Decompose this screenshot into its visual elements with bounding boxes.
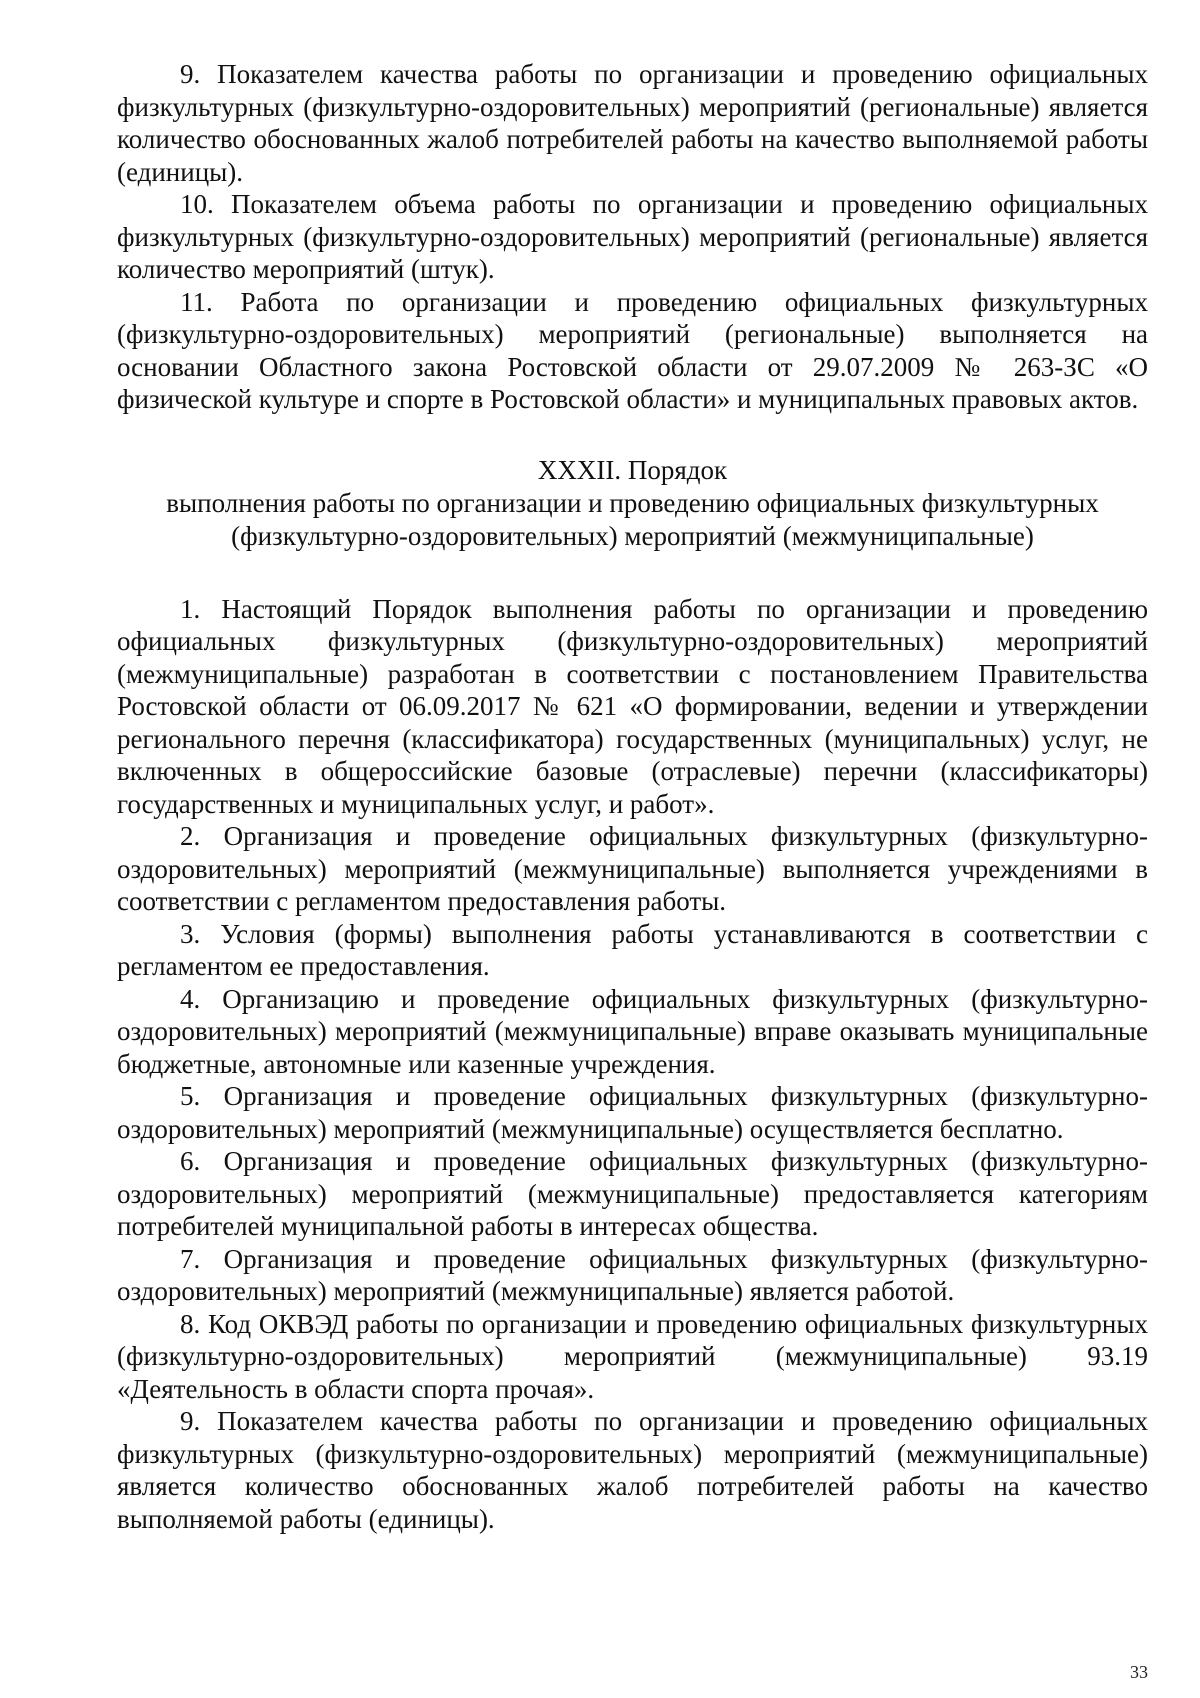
paragraph-3: 3. Условия (формы) выполнения работы устанавливаются в соответствии с регламентом ее предоставления. [117,918,1148,981]
paragraph-4: 4. Организацию и проведение официальных физкультурных (физкультурно-оздоровительных) мероприятий (межмуниципальные) вправе оказывать муниципальные бюджетные, автономные или казенные учреждения. [117,983,1148,1079]
paragraph-6: 6. Организация и проведение официальных физкультурных (физкультурно-оздоровительных) мероприятий (межмуниципальные) предоставляется категориям потребителей муниципальной работы в интересах общества. [117,1146,1148,1241]
paragraph-8: 8. Код ОКВЭД работы по организации и проведению официальных физкультурных (физкультурно-оздоровительных) мероприятий (межмуниципальные) 93.19 «Деятельность в области спорта прочая». [117,1308,1148,1404]
document-page [117,58,1148,1535]
page-number: 33 [1130,1662,1148,1682]
paragraph-10-regional: 10. Показателем объема работы по организации и проведению официальных физкультурных (физкультурно-оздоровительных) мероприятий (региональные) является количество мероприятий (штук). [117,189,1148,284]
section-body [117,593,1148,1536]
paragraph-2: 2. Организация и проведение официальных физкультурных (физкультурно-оздоровительных) мероприятий (межмуниципальные) выполняется учреждениями в соответствии с регламентом предоставления работы. [117,821,1148,916]
paragraph-9-regional: 9. Показателем качества работы по организации и проведению официальных физкультурных (физкультурно-оздоровительных) мероприятий (региональные) является количество обоснованных жалоб потребителей работы на качество выполняемой работы (единицы). [117,59,1148,187]
section-heading-subtitle-line-2: (физкультурно-оздоровительных) мероприятий (межмуниципальные) [231,520,1034,551]
section-heading-title: XXXII. Порядок [537,454,728,485]
paragraph-5: 5. Организация и проведение официальных физкультурных (физкультурно-оздоровительных) мероприятий (межмуниципальные) осуществляется бесплатно. [117,1081,1148,1144]
paragraph-7: 7. Организация и проведение официальных физкультурных (физкультурно-оздоровительных) мероприятий (межмуниципальные) является работой. [117,1243,1148,1306]
paragraph-1: 1. Настоящий Порядок выполнения работы по организации и проведению официальных физкультурных (физкультурно-оздоровительных) мероприятий (межмуниципальные) разработан в соответствии с постановлением Правительства Ростовской области от 06.09.2017 № 621 «О формировании, ведении и утверждении регионального перечня (классификатора) государственных (муниципальных) услуг, не включенных в общероссийские базовые (отраслевые) перечни (классификаторы) государственных и муниципальных услуг, и работ». [117,593,1148,819]
section-heading-subtitle-line-1: выполнения работы по организации и проведению официальных физкультурных [166,487,1099,518]
paragraph-11-regional: 11. Работа по организации и проведению официальных физкультурных (физкультурно-оздоровительных) мероприятий (региональные) выполняется на основании Областного закона Ростовской области от 29.07.2009 № 263-ЗС «О физической культуре и спорте в Ростовской области» и муниципальных правовых актов. [117,286,1148,414]
section-heading [117,454,1148,553]
paragraph-9: 9. Показателем качества работы по организации и проведению официальных физкультурных (физкультурно-оздоровительных) мероприятий (межмуниципальные) является количество обоснованных жалоб потребителей работы на качество выполняемой работы (единицы). [117,1406,1148,1534]
